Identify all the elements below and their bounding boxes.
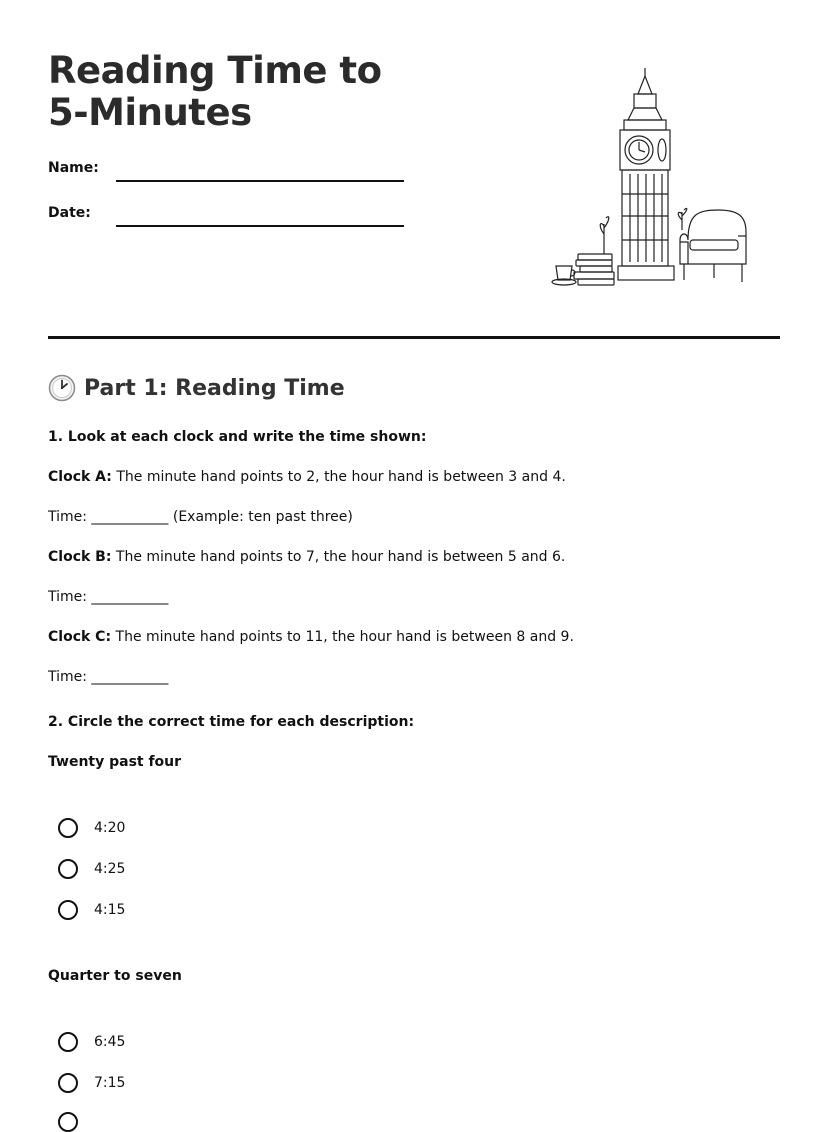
clock-c-label: Clock C:	[48, 629, 112, 645]
q2-item1-option-1[interactable]	[58, 818, 125, 838]
page-title: Reading Time to 5-Minutes	[48, 49, 382, 134]
date-label: Date:	[48, 205, 91, 221]
clock-emoji-icon	[48, 374, 76, 402]
date-line[interactable]	[116, 225, 404, 227]
radio-circle-icon[interactable]	[58, 900, 78, 920]
q2-item1-option-2[interactable]	[58, 859, 125, 879]
q2-item2-option-1[interactable]	[58, 1032, 125, 1052]
radio-circle-icon[interactable]	[58, 1073, 78, 1093]
q2-item2-option-2[interactable]	[58, 1073, 125, 1093]
part1-title-text: Part 1: Reading Time	[84, 375, 345, 401]
section-divider	[48, 336, 780, 339]
option-label: 7:15	[94, 1075, 126, 1091]
q1-heading: 1. Look at each clock and write the time shown:	[48, 429, 427, 445]
option-label: 4:20	[94, 820, 126, 836]
q2-heading: 2. Circle the correct time for each description:	[48, 714, 415, 730]
clock-a-time-line[interactable]: Time: ___________ (Example: ten past three)	[48, 509, 353, 525]
clock-b-text: The minute hand points to 7, the hour hand is between 5 and 6.	[115, 549, 566, 565]
option-label: 4:25	[94, 861, 126, 877]
option-label: 6:45	[94, 1034, 126, 1050]
q2-item2-prompt: Quarter to seven	[48, 968, 182, 984]
q2-item2-option-3-partial[interactable]	[58, 1112, 94, 1132]
name-line[interactable]	[116, 180, 404, 182]
clock-b-description	[48, 549, 565, 565]
clock-c-description	[48, 629, 574, 645]
clock-a-label: Clock A:	[48, 469, 112, 485]
radio-circle-icon[interactable]	[58, 859, 78, 879]
radio-circle-icon[interactable]	[58, 818, 78, 838]
q2-item1-option-3[interactable]	[58, 900, 125, 920]
clock-c-text: The minute hand points to 11, the hour hand is between 8 and 9.	[115, 629, 574, 645]
q2-item1-prompt: Twenty past four	[48, 754, 182, 770]
clock-a-description	[48, 469, 566, 485]
radio-circle-icon[interactable]	[58, 1032, 78, 1052]
big-ben-illustration	[548, 64, 754, 290]
radio-circle-icon[interactable]	[58, 1112, 78, 1132]
clock-a-text: The minute hand points to 2, the hour hand is between 3 and 4.	[116, 469, 566, 485]
clock-b-time-line[interactable]: Time: ___________	[48, 589, 169, 605]
clock-b-label: Clock B:	[48, 549, 112, 565]
clock-c-time-line[interactable]: Time: ___________	[48, 669, 169, 685]
option-label: 4:15	[94, 902, 126, 918]
name-label: Name:	[48, 160, 99, 176]
part1-title	[48, 374, 345, 402]
